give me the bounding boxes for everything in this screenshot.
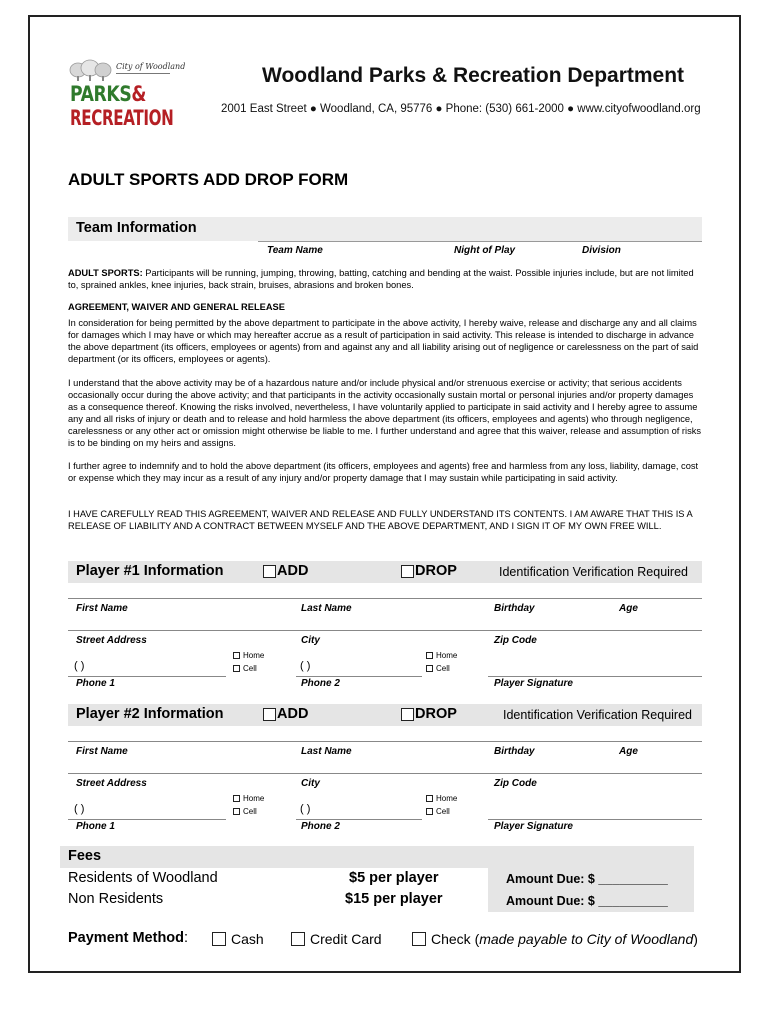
payment-cash-label: Cash — [231, 931, 264, 947]
logo-ampersand: & — [131, 82, 146, 106]
p2-phone2-home-checkbox[interactable] — [426, 795, 433, 802]
player-2-drop-checkbox[interactable] — [401, 708, 414, 721]
payment-check-suffix: ) — [693, 931, 698, 947]
fee-nonresident-amount[interactable]: Amount Due: $ __________ — [506, 894, 668, 908]
adult-sports-label: ADULT SPORTS: — [68, 268, 143, 278]
p2-signature-label: Player Signature — [494, 821, 573, 832]
fee-resident-price: $5 per player — [349, 870, 439, 886]
p1-first-name-label: First Name — [76, 603, 128, 614]
p2-phone1-line[interactable] — [68, 819, 226, 820]
team-info-label: Team Information — [76, 220, 197, 236]
player-1-drop-checkbox[interactable] — [401, 565, 414, 578]
p1-phone1-home-label: Home — [243, 651, 265, 660]
p1-phone2-cell[interactable] — [426, 664, 450, 673]
p1-street-address-label: Street Address — [76, 635, 147, 646]
player-1-add[interactable] — [263, 563, 308, 579]
p2-first-name-label: First Name — [76, 746, 128, 757]
payment-cash[interactable] — [212, 931, 264, 947]
player-2-id-required: Identification Verification Required — [503, 708, 693, 722]
player-2-drop[interactable] — [401, 706, 457, 722]
waiver-paragraph-1: In consideration for being permitted by the above department to participate in the above activity, I hereby waive, release and discharge any and all claims for damages which I may have or which may hereafter accrue as a result of participation in said activity. This release is intended to discharge in advance the above department (its officers, employees or agents) from and against any and all liability arising out of negligence or carelessness on the part of said department (or its officers, employees or agents). — [68, 318, 699, 364]
player-1-line-1[interactable] — [68, 598, 702, 599]
player-2-line-2[interactable] — [68, 773, 702, 774]
player-1-drop[interactable] — [401, 563, 457, 579]
p1-signature-line[interactable] — [488, 676, 702, 677]
trees-icon — [68, 58, 118, 82]
p1-age-label: Age — [619, 603, 638, 614]
payment-cash-checkbox[interactable] — [212, 932, 226, 946]
p1-phone2-area-code[interactable]: ( ) — [300, 660, 311, 672]
p2-phone1-home-checkbox[interactable] — [233, 795, 240, 802]
p2-street-address-label: Street Address — [76, 778, 147, 789]
p1-phone2-home[interactable] — [426, 651, 457, 660]
p1-phone2-line[interactable] — [296, 676, 422, 677]
p1-phone1-cell-checkbox[interactable] — [233, 665, 240, 672]
payment-method-colon: : — [184, 930, 189, 946]
p2-phone2-home[interactable] — [426, 794, 457, 803]
fee-resident-amount[interactable]: Amount Due: $ __________ — [506, 872, 668, 886]
p1-city-label: City — [301, 635, 320, 646]
waiver-heading: AGREEMENT, WAIVER AND GENERAL RELEASE — [68, 302, 285, 312]
logo-parks-word: PARKS — [70, 82, 132, 106]
adult-sports-paragraph — [68, 268, 702, 292]
fees-bar — [60, 846, 694, 868]
p2-phone2-cell-checkbox[interactable] — [426, 808, 433, 815]
p1-phone2-home-label: Home — [436, 651, 458, 660]
p1-phone1-line[interactable] — [68, 676, 226, 677]
p1-phone1-area-code[interactable]: ( ) — [74, 660, 85, 672]
p2-phone1-home[interactable] — [233, 794, 264, 803]
p1-phone1-cell-label: Cell — [243, 664, 257, 673]
waiver-paragraph-2: I understand that the above activity may be of a hazardous nature and/or include physical and/or strenuous exercise or activity; that serious accidents occasionally occur during the above activity; and that participants in the activity occasionally sustain mortal or personal injuries and/or property damages as a consequence thereof. Knowing the risks involved, nevertheless, I have voluntarily applied to participate in said activity and I hereby agree to assume any and all risks of injury or death and to release and hold harmless the above department (its officers, employees and agents) who through negligence, carelessness or any other act or omission might otherwise be liable to me. I further understand and agree that this waiver, release and assumption of risks is to be binding on my heirs and assigns. — [68, 378, 702, 448]
player-1-label: Player #1 Information — [76, 563, 224, 579]
p2-phone2-cell[interactable] — [426, 807, 450, 816]
division-label: Division — [582, 245, 621, 256]
payment-credit-label: Credit Card — [310, 931, 382, 947]
player-2-add[interactable] — [263, 706, 308, 722]
player-2-drop-label: DROP — [415, 706, 457, 722]
fee-resident-name: Residents of Woodland — [68, 870, 218, 886]
p1-phone2-home-checkbox[interactable] — [426, 652, 433, 659]
player-1-id-required: Identification Verification Required — [499, 565, 689, 579]
p2-birthday-label: Birthday — [494, 746, 535, 757]
p2-phone1-area-code[interactable]: ( ) — [74, 803, 85, 815]
logo-parks-text — [70, 82, 146, 106]
payment-method-label — [68, 930, 188, 946]
p1-phone2-label: Phone 2 — [301, 678, 340, 689]
player-2-add-checkbox[interactable] — [263, 708, 276, 721]
p1-zip-code-label: Zip Code — [494, 635, 537, 646]
player-1-drop-label: DROP — [415, 563, 457, 579]
p2-phone2-cell-label: Cell — [436, 807, 450, 816]
logo-recreation-text: RECREATION — [70, 106, 174, 130]
p2-age-label: Age — [619, 746, 638, 757]
logo-divider — [116, 73, 170, 74]
player-1-add-checkbox[interactable] — [263, 565, 276, 578]
waiver-paragraph-3: I further agree to indemnify and to hold the above department (its officers, employees and agents) free and harmless from any loss, liability, damage, cost or expense which they may incur as a result of any injury and/or property damage that I may sustain while participating in said activity. — [68, 461, 699, 483]
payment-check-prefix: Check ( — [431, 931, 480, 947]
p2-last-name-label: Last Name — [301, 746, 352, 757]
player-1-add-label: ADD — [277, 563, 309, 579]
player-1-line-2[interactable] — [68, 630, 702, 631]
fees-label: Fees — [68, 848, 102, 864]
p2-phone1-cell[interactable] — [233, 807, 257, 816]
payment-check[interactable] — [412, 931, 698, 947]
logo-city-text: City of Woodland — [116, 62, 186, 71]
p1-phone1-home[interactable] — [233, 651, 264, 660]
page-border — [28, 15, 741, 973]
department-address: 2001 East Street ● Woodland, CA, 95776 ● Phone: (530) 661-2000 ● www.cityofwoodland.org — [221, 103, 701, 115]
p1-phone1-cell[interactable] — [233, 664, 257, 673]
p2-phone2-label: Phone 2 — [301, 821, 340, 832]
p1-phone1-home-checkbox[interactable] — [233, 652, 240, 659]
p1-phone2-cell-label: Cell — [436, 664, 450, 673]
payment-check-note: made payable to City of Woodland — [479, 931, 694, 947]
department-title: Woodland Parks & Recreation Department — [262, 64, 685, 87]
waiver-paragraph-4: I HAVE CAREFULLY READ THIS AGREEMENT, WAIVER AND RELEASE AND FULLY UNDERSTAND ITS CONTENTS. I AM AWARE THAT THIS IS A RELEASE OF LIABILITY AND A CONTRACT BETWEEN MYSELF AND THE ABOVE DEPARTMENT, AND I SIGN IT OF MY OWN FREE WILL. — [68, 509, 693, 531]
p1-phone1-label: Phone 1 — [76, 678, 115, 689]
payment-credit-card[interactable] — [291, 931, 382, 947]
p2-zip-code-label: Zip Code — [494, 778, 537, 789]
adult-sports-text: Participants will be running, jumping, throwing, batting, catching and bending at the waist. Possible injuries include, but are not limited to, sprained ankles, knee injuries, back strain, bruises, abrasions and broken bones. — [68, 268, 694, 290]
player-2-add-label: ADD — [277, 706, 309, 722]
p2-phone1-label: Phone 1 — [76, 821, 115, 832]
p2-phone2-area-code[interactable]: ( ) — [300, 803, 311, 815]
team-info-line[interactable] — [258, 241, 702, 242]
p2-phone2-line[interactable] — [296, 819, 422, 820]
payment-credit-checkbox[interactable] — [291, 932, 305, 946]
team-name-label: Team Name — [267, 245, 323, 256]
p2-phone1-cell-checkbox[interactable] — [233, 808, 240, 815]
p1-last-name-label: Last Name — [301, 603, 352, 614]
player-2-label: Player #2 Information — [76, 706, 224, 722]
fee-nonresident-price: $15 per player — [345, 891, 443, 907]
p2-phone2-home-label: Home — [436, 794, 458, 803]
player-2-line-1[interactable] — [68, 741, 702, 742]
p1-signature-label: Player Signature — [494, 678, 573, 689]
parks-recreation-logo — [68, 58, 186, 134]
p2-signature-line[interactable] — [488, 819, 702, 820]
fee-nonresident-name: Non Residents — [68, 891, 164, 907]
payment-method-text: Payment Method — [68, 930, 185, 946]
p2-phone1-home-label: Home — [243, 794, 265, 803]
p2-phone1-cell-label: Cell — [243, 807, 257, 816]
night-of-play-label: Night of Play — [454, 245, 516, 256]
p1-phone2-cell-checkbox[interactable] — [426, 665, 433, 672]
p2-city-label: City — [301, 778, 320, 789]
p1-birthday-label: Birthday — [494, 603, 535, 614]
form-title: ADULT SPORTS ADD DROP FORM — [68, 170, 349, 189]
payment-check-checkbox[interactable] — [412, 932, 426, 946]
